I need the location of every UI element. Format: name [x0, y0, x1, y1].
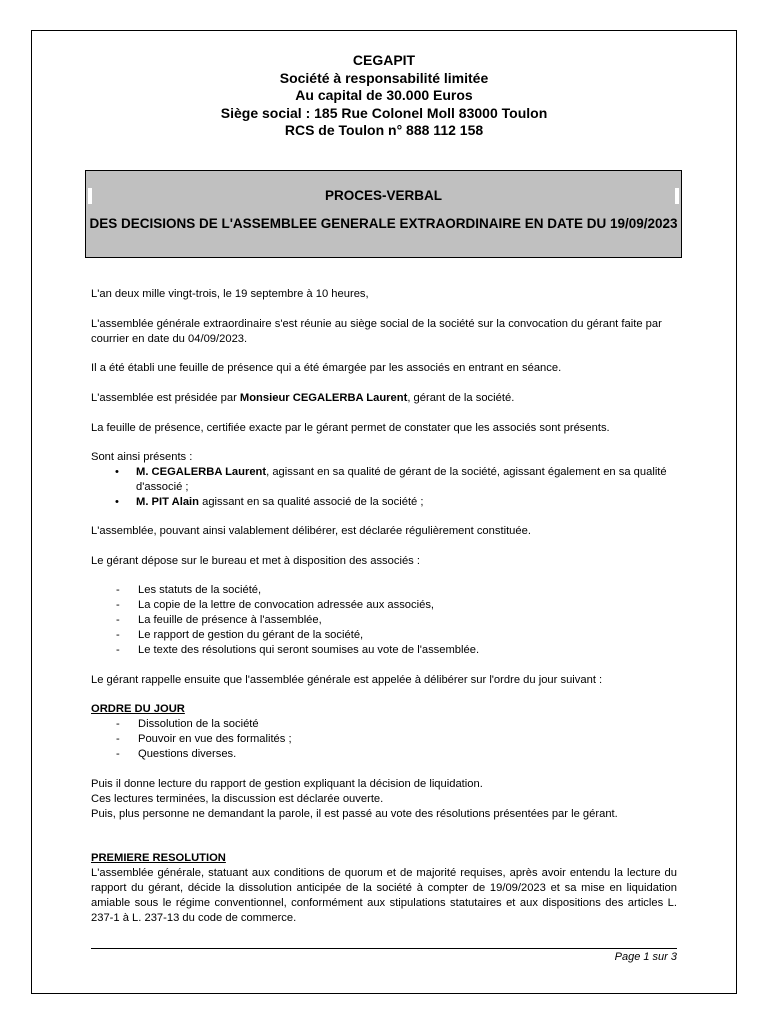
- paragraph-text: L'assemblée, pouvant ainsi valablement délibérer, est déclarée régulièrement constituée.: [91, 525, 531, 537]
- list-item: - Le rapport de gestion du gérant de la société,: [91, 628, 677, 643]
- rcs-number: RCS de Toulon n° 888 112 158: [284, 122, 484, 138]
- associate-role: , agissant en sa qualité de gérant de la société, agissant également en sa qualité d'associé ;: [136, 466, 667, 493]
- present-list-item: [115, 495, 677, 510]
- associate-name: M. CEGALERBA Laurent: [136, 466, 267, 478]
- agenda-heading: ORDRE DU JOUR: [91, 703, 185, 715]
- documents-section: [91, 583, 677, 658]
- paragraph-date: [91, 287, 677, 302]
- footer-divider: [91, 948, 677, 949]
- associate-name: M. PIT Alain: [136, 496, 199, 508]
- list-item: - Le texte des résolutions qui seront soumises au vote de l'assemblée.: [91, 643, 677, 658]
- paragraph-text: [91, 391, 677, 406]
- legal-form: Société à responsabilité limitée: [279, 69, 489, 86]
- list-item: - Questions diverses.: [91, 747, 677, 762]
- associate-role: agissant en sa qualité associé de la société ;: [198, 496, 424, 508]
- paragraph-attendance-sheet: [91, 361, 677, 376]
- paragraph-convocation: [91, 317, 677, 347]
- paragraph-quorum: [91, 421, 677, 436]
- document-title: PROCES-VERBAL: [324, 188, 442, 203]
- company-header: [0, 52, 768, 140]
- page-number: Page 1 sur 3: [614, 951, 677, 963]
- paragraph-line: Puis, plus personne ne demandant la parole, il est passé au vote des résolutions présentées par le gérant.: [91, 808, 618, 820]
- resolution-section: [91, 851, 677, 926]
- resolution-heading: PREMIERE RESOLUTION: [91, 852, 226, 864]
- chairman-role: , gérant de la société.: [407, 392, 515, 404]
- share-capital: Au capital de 30.000 Euros: [295, 87, 473, 103]
- paragraph-text: La feuille de présence, certifiée exacte par le gérant permet de constater que les associés sont présents.: [91, 422, 610, 434]
- paragraph-chairman: [91, 391, 677, 406]
- chairman-intro: L'assemblée est présidée par: [91, 392, 240, 404]
- present-section: [91, 450, 677, 510]
- chairman-name: Monsieur CEGALERBA Laurent: [239, 392, 408, 404]
- paragraph-constituted: [91, 524, 677, 539]
- present-intro: Sont ainsi présents :: [91, 451, 193, 463]
- list-item: - Dissolution de la société: [91, 717, 677, 732]
- document-title-box: [85, 170, 682, 258]
- registered-office: Siège social : 185 Rue Colonel Moll 83000 Toulon: [220, 104, 548, 121]
- present-list: [91, 465, 677, 510]
- documents-list: [91, 583, 677, 658]
- paragraph-text: Le gérant dépose sur le bureau et met à disposition des associés :: [91, 555, 420, 567]
- paragraph-text: L'assemblée générale extraordinaire s'est réunie au siège social de la société sur la convocation du gérant faite par courrier en date du 04/09/2023.: [91, 318, 662, 345]
- list-item: - Les statuts de la société,: [91, 583, 677, 598]
- resolution-text: L'assemblée générale, statuant aux conditions de quorum et de majorité requises, après avoir entendu la lecture du rapport du gérant, décide la dissolution anticipée de la société à compter de 19/09/2023 et sa mise en liquidation amiable sous le régime conventionnel, conformément aux stipulations statutaires et aux dispositions des articles L. 237-1 à L. 237-13 du code de commerce.: [91, 867, 677, 924]
- list-item: - Pouvoir en vue des formalités ;: [91, 732, 677, 747]
- paragraph-reading: [91, 777, 677, 822]
- company-name: CEGAPIT: [352, 52, 416, 68]
- paragraph-text: Le gérant rappelle ensuite que l'assemblée générale est appelée à délibérer sur l'ordre du jour suivant :: [91, 674, 603, 686]
- paragraph-line: Ces lectures terminées, la discussion est déclarée ouverte.: [91, 793, 384, 805]
- document-subtitle: DES DECISIONS DE L'ASSEMBLEE GENERALE EXTRAORDINAIRE EN DATE DU 19/09/2023: [89, 216, 678, 231]
- paragraph-agenda-intro: [91, 673, 677, 688]
- paragraph-line: Puis il donne lecture du rapport de gestion expliquant la décision de liquidation.: [91, 778, 483, 790]
- present-list-item: [115, 465, 677, 495]
- agenda-section: [91, 702, 677, 762]
- list-item: - La copie de la lettre de convocation adressée aux associés,: [91, 598, 677, 613]
- agenda-list: [91, 717, 677, 762]
- paragraph-text: Il a été établi une feuille de présence qui a été émargée par les associés en entrant en séance.: [91, 362, 562, 374]
- paragraph-text: L'an deux mille vingt-trois, le 19 septembre à 10 heures,: [91, 288, 369, 300]
- list-item: - La feuille de présence à l'assemblée,: [91, 613, 677, 628]
- paragraph-documents-intro: [91, 554, 677, 569]
